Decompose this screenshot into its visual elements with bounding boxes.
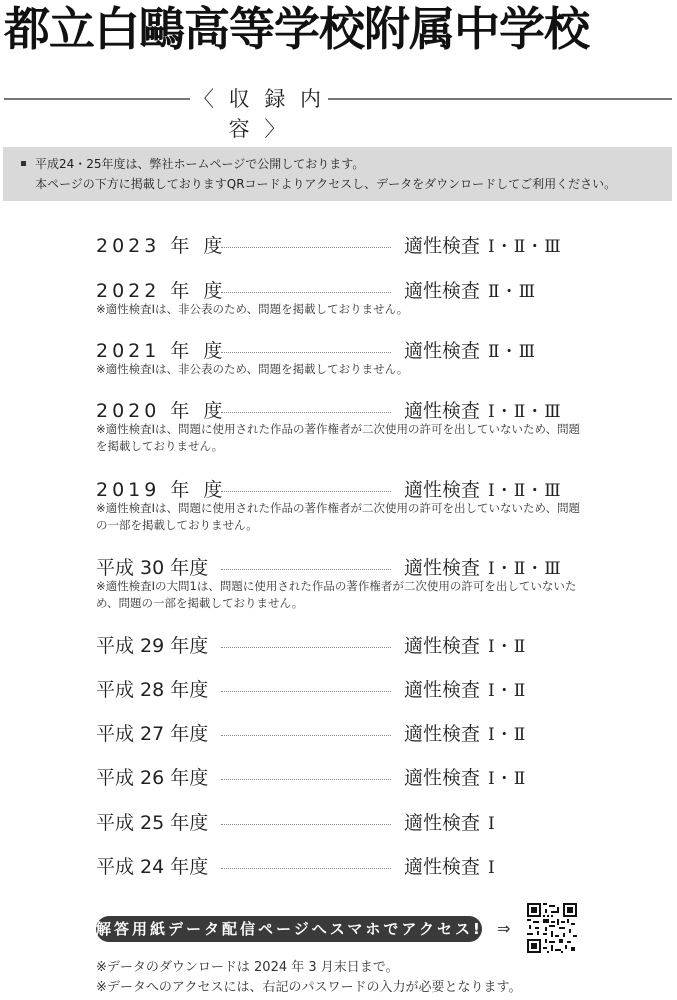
entry-exam (404, 766, 526, 791)
right-arrow-icon: ⇒ (497, 919, 511, 938)
entry-year: 2020 年 度 (96, 400, 227, 422)
exam-parts: Ⅰ・Ⅱ・Ⅲ (488, 481, 562, 501)
entry-exam (404, 722, 526, 747)
leader-dots (221, 352, 391, 353)
leader-dots (221, 647, 391, 648)
entry-year: 平成 28 年度 (96, 679, 209, 701)
exam-parts: Ⅰ・Ⅱ (488, 769, 527, 789)
leader-dots (221, 691, 391, 692)
notice-line-2: 本ページの下方に掲載しておりますQRコードよりアクセスし、データをダウンロードしてご利用ください。 (35, 177, 617, 191)
exam-parts: Ⅱ・Ⅲ (488, 282, 536, 302)
entry-year: 2019 年 度 (96, 479, 227, 501)
entry-year: 2022 年 度 (96, 280, 227, 302)
entry-note: ※適性検査Ⅰは、問題に使用された作品の著作権者が二次使用の許可を出していないため、問題の一部を掲載しておりません。 (96, 501, 581, 532)
leader-dots (221, 292, 391, 293)
entry-note: ※適性検査Ⅰは、非公表のため、問題を掲載しておりません。 (96, 362, 409, 376)
square-bullet-icon (21, 161, 26, 166)
exam-parts: Ⅰ・Ⅱ (488, 637, 527, 657)
entry-exam (404, 634, 526, 659)
heading-rule-right (328, 98, 672, 100)
entry-note: ※適性検査Ⅰの大問1は、問題に使用された作品の著作権者が二次使用の許可を出していないため、問題の一部を掲載しておりません。 (96, 579, 577, 610)
entry-year: 平成 25 年度 (96, 812, 209, 834)
exam-name: 適性検査 (404, 400, 481, 422)
exam-name: 適性検査 (404, 856, 481, 878)
entry-exam (404, 811, 496, 836)
page-title: 都立白鷗高等学校附属中学校 (4, 2, 589, 56)
entry-exam (404, 234, 562, 259)
leader-dots (221, 824, 391, 825)
qr-code-icon[interactable] (527, 903, 577, 953)
exam-name: 適性検査 (404, 479, 481, 501)
leader-dots (221, 247, 391, 248)
password-note: ※データへのアクセスには、右記のパスワードの入力が必要となります。 (96, 980, 522, 995)
exam-name: 適性検査 (404, 235, 481, 257)
leader-dots (221, 779, 391, 780)
exam-parts: Ⅰ・Ⅱ・Ⅲ (488, 237, 562, 257)
entry-year: 平成 30 年度 (96, 557, 209, 579)
notice-box (3, 147, 672, 201)
leader-dots (221, 491, 391, 492)
exam-parts: Ⅰ (488, 858, 496, 878)
entry-year: 2021 年 度 (96, 340, 227, 362)
heading-rule-left (4, 98, 190, 100)
exam-parts: Ⅰ・Ⅱ・Ⅲ (488, 402, 562, 422)
exam-name: 適性検査 (404, 812, 481, 834)
exam-name: 適性検査 (404, 767, 481, 789)
leader-dots (221, 412, 391, 413)
entry-exam (404, 678, 526, 703)
exam-name: 適性検査 (404, 340, 481, 362)
exam-parts: Ⅱ・Ⅲ (488, 342, 536, 362)
entry-year: 平成 27 年度 (96, 723, 209, 745)
entry-year: 平成 26 年度 (96, 767, 209, 789)
entry-year: 平成 29 年度 (96, 635, 209, 657)
notice-line-1: 平成24・25年度は、弊社ホームページで公開しております。 (35, 157, 365, 171)
answer-sheet-access-banner: 解答用紙データ配信ページへスマホでアクセス! (96, 916, 482, 942)
leader-dots (221, 868, 391, 869)
entry-year: 2023 年 度 (96, 235, 227, 257)
section-heading-label: 〈 収 録 内 容 〉 (192, 87, 326, 141)
leader-dots (221, 569, 391, 570)
download-deadline-note: ※データのダウンロードは 2024 年 3 月末日まで。 (96, 960, 399, 975)
exam-name: 適性検査 (404, 557, 481, 579)
exam-parts: Ⅰ (488, 814, 496, 834)
exam-parts: Ⅰ・Ⅱ・Ⅲ (488, 559, 562, 579)
exam-parts: Ⅰ・Ⅱ (488, 725, 527, 745)
exam-name: 適性検査 (404, 280, 481, 302)
exam-name: 適性検査 (404, 723, 481, 745)
exam-name: 適性検査 (404, 635, 481, 657)
entry-year: 平成 24 年度 (96, 856, 209, 878)
exam-name: 適性検査 (404, 679, 481, 701)
entry-note: ※適性検査Ⅰは、問題に使用された作品の著作権者が二次使用の許可を出していないため、問題を掲載しておりません。 (96, 422, 581, 453)
exam-parts: Ⅰ・Ⅱ (488, 681, 527, 701)
section-heading (4, 84, 672, 141)
leader-dots (221, 735, 391, 736)
entry-exam (404, 855, 496, 880)
entry-note: ※適性検査Ⅰは、非公表のため、問題を掲載しておりません。 (96, 302, 409, 316)
